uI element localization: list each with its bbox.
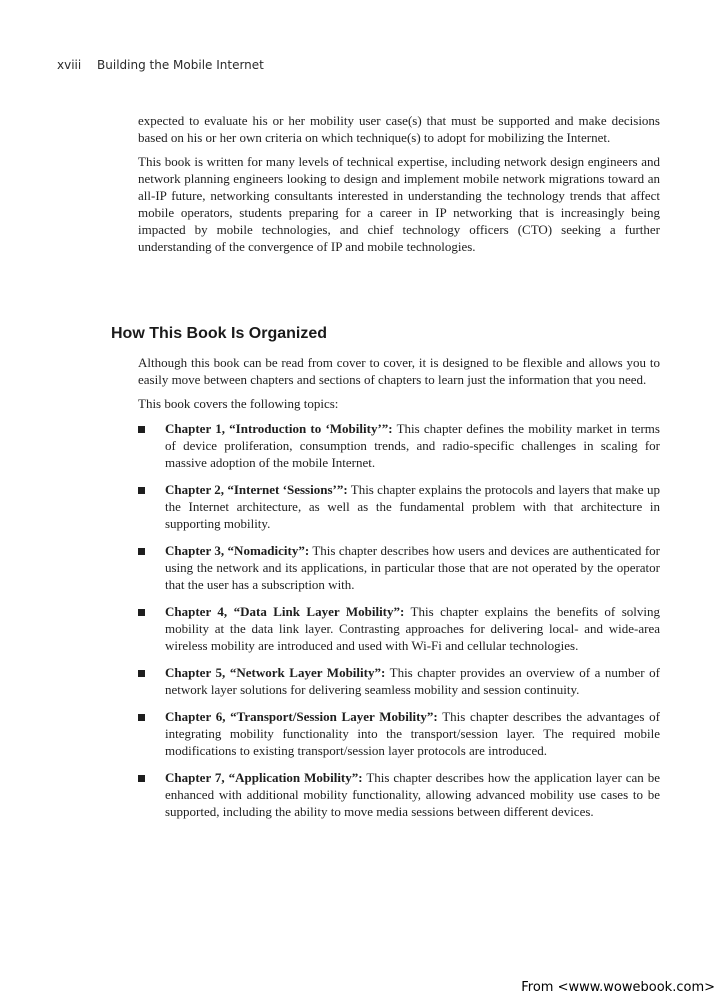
list-item: [138, 420, 660, 471]
chapter-description: This chapter explains the protocols and layers that make up the Internet architecture, as well as the fundamental problem with that architecture in supporting mobility.: [165, 482, 660, 531]
page-number: xviii: [57, 58, 82, 72]
source-footer: From <www.wowebook.com>: [521, 980, 715, 995]
bullet-square-icon: [138, 670, 145, 677]
bullet-square-icon: [138, 609, 145, 616]
bullet-square-icon: [138, 714, 145, 721]
chapter-name: Chapter 7, “Application Mobility”:: [165, 770, 363, 785]
intro-paragraph: expected to evaluate his or her mobility user case(s) that must be supported and make decisions based on his or her own criteria on which technique(s) to adopt for mobilizing the Internet.: [138, 113, 660, 145]
chapter-name: Chapter 2, “Internet ‘Sessions’”:: [165, 482, 348, 497]
chapter-description: This chapter describes the advantages of integrating mobility functionality into the transport/session layer. The required mobile modifications to existing transport/session layer protocols are introduced.: [165, 709, 660, 758]
running-head: [57, 58, 264, 72]
section-body: [138, 354, 660, 830]
section-heading: How This Book Is Organized: [111, 325, 328, 342]
chapter-description: This chapter describes how the application layer can be enhanced with additional mobility functionality, allowing advanced mobility use cases to be supported, including the ability to move media sessions between different devices.: [165, 770, 660, 819]
section-paragraph: This book covers the following topics:: [138, 396, 339, 411]
intro-text: [138, 112, 660, 262]
chapter-name: Chapter 3, “Nomadicity”:: [165, 543, 310, 558]
list-item: [138, 603, 660, 654]
chapter-name: Chapter 1, “Introduction to ‘Mobility’”:: [165, 421, 393, 436]
chapter-name: Chapter 6, “Transport/Session Layer Mobility”:: [165, 709, 438, 724]
section-paragraph: Although this book can be read from cover to cover, it is designed to be flexible and allows you to easily move between chapters and sections of chapters to learn just the information that you need.: [138, 355, 660, 387]
list-item: [138, 769, 660, 820]
list-item: [138, 664, 660, 698]
chapter-description: This chapter provides an overview of a number of network layer solutions for delivering seamless mobility and session continuity.: [165, 665, 660, 697]
bullet-square-icon: [138, 426, 145, 433]
bullet-square-icon: [138, 775, 145, 782]
bullet-square-icon: [138, 487, 145, 494]
list-item: [138, 481, 660, 532]
list-item: [138, 542, 660, 593]
chapter-description: This chapter explains the benefits of solving mobility at the data link layer. Contrasting approaches for delivering local- and wide-area wireless mobility are introduced and used with Wi-Fi and cellular technologies.: [165, 604, 660, 653]
intro-paragraph: This book is written for many levels of technical expertise, including network design engineers and network planning engineers looking to design and implement mobile network migrations toward an all-IP future, networking consultants interested in understanding the technology trends that affect mobile operators, students preparing for a career in IP networking that is increasingly being impacted by mobile technologies, and chief technology officers (CTO) seeking a further understanding of the convergence of IP and mobile technologies.: [138, 154, 660, 254]
chapter-name: Chapter 5, “Network Layer Mobility”:: [165, 665, 386, 680]
bullet-square-icon: [138, 548, 145, 555]
topics-list: [138, 420, 660, 820]
book-title: Building the Mobile Internet: [97, 58, 264, 72]
list-item: [138, 708, 660, 759]
chapter-description: This chapter describes how users and devices are authenticated for using the network and its applications, in particular those that are not operated by the operator that the user has a subscription with.: [165, 543, 660, 592]
chapter-description: This chapter defines the mobility market in terms of device proliferation, consumption trends, and radio-specific challenges in scaling for massive adoption of the mobile Internet.: [165, 421, 660, 470]
chapter-name: Chapter 4, “Data Link Layer Mobility”:: [165, 604, 405, 619]
